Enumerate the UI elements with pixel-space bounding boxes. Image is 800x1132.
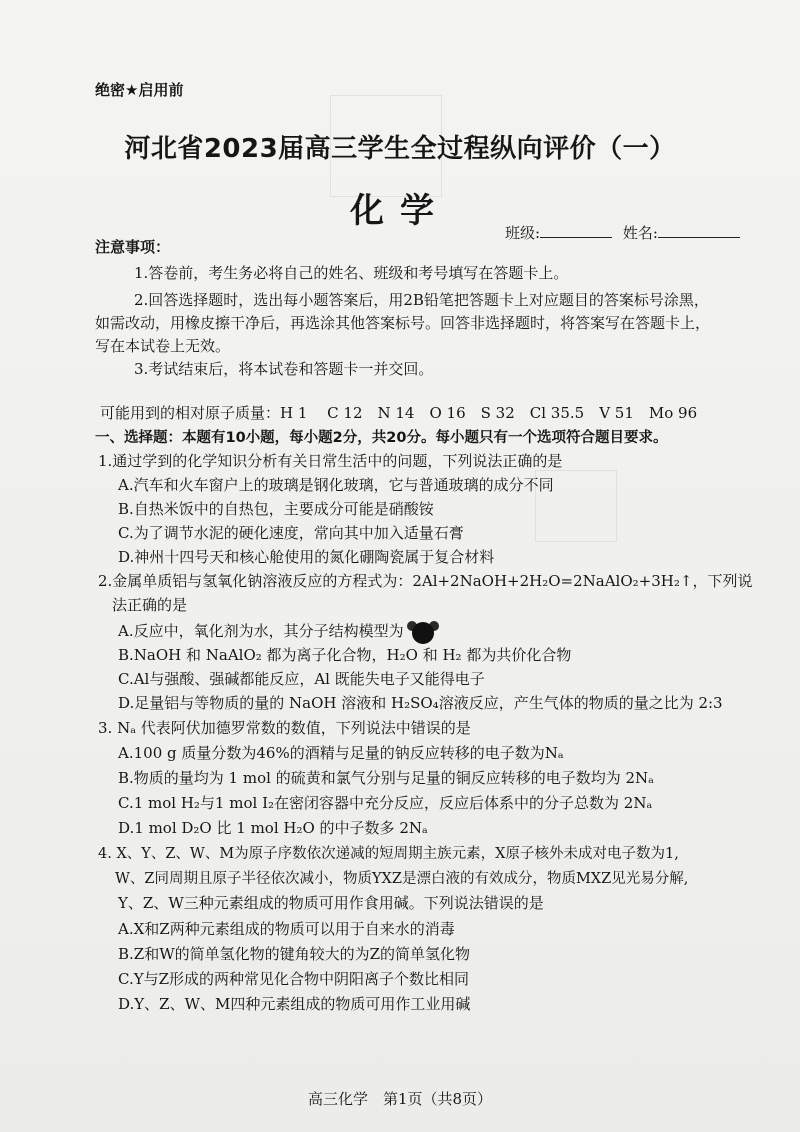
question-4-stem-cont: Y、Z、W三种元素组成的物质可用作食用碱。下列说法错误的是 (118, 894, 544, 912)
confidential-label: 绝密★启用前 (95, 81, 184, 99)
atomic-masses: 可能用到的相对原子质量：H 1 C 12 N 14 O 16 S 32 Cl 35.5 V 51 Mo 96 (100, 404, 698, 422)
class-label: 班级: (505, 224, 541, 242)
question-3-option-a: A.100 g 质量分数为46%的酒精与足量的钠反应转移的电子数为Nₐ (118, 744, 564, 762)
question-1-option-d: D.神州十四号天和核心舱使用的氮化硼陶瓷属于复合材料 (118, 548, 495, 566)
question-3-option-d: D.1 mol D₂O 比 1 mol H₂O 的中子数多 2Nₐ (118, 819, 428, 837)
exam-title: 河北省2023届高三学生全过程纵向评价（一） (124, 134, 676, 164)
question-4-option-d: D.Y、Z、W、M四种元素组成的物质可用作工业用碱 (118, 995, 471, 1013)
question-4-stem-cont: W、Z同周期且原子半径依次减小，物质YXZ是漂白液的有效成分，物质MXZ见光易分解, (115, 871, 689, 887)
water-molecule-model-icon (406, 618, 440, 646)
notice-line: 2.回答选择题时，选出每小题答案后，用2B铅笔把答题卡上对应题目的答案标号涂黑， (134, 291, 709, 309)
page-footer: 高三化学 第1页（共8页） (307, 1090, 493, 1108)
name-blank (658, 223, 740, 238)
notice-line: 写在本试卷上无效。 (95, 337, 231, 355)
question-2-option-d: D.足量铝与等物质的量的 NaOH 溶液和 H₂SO₄溶液反应，产生气体的物质的量之比为 2:3 (118, 694, 723, 712)
notice-line: 如需改动，用橡皮擦干净后，再选涂其他答案标号。回答非选择题时，将答案写在答题卡上， (95, 314, 711, 332)
question-2-option-c: C.Al与强酸、强碱都能反应，Al 既能失电子又能得电子 (118, 670, 485, 688)
notice-line: 1.答卷前，考生务必将自己的姓名、班级和考号填写在答题卡上。 (134, 264, 569, 282)
question-1-option-c: C.为了调节水泥的硬化速度，常向其中加入适量石膏 (118, 524, 464, 542)
class-blank (540, 223, 612, 238)
question-3-option-c: C.1 mol H₂与1 mol I₂在密闭容器中充分反应，反应后体系中的分子总数为 2Nₐ (118, 794, 653, 812)
section-heading: 一、选择题：本题有10小题，每小题2分，共20分。每小题只有一个选项符合题目要求。 (95, 430, 668, 446)
subject-title: 化学 (350, 191, 450, 231)
notice-line: 3.考试结束后，将本试卷和答题卡一并交回。 (134, 360, 434, 378)
question-2-stem: 2.金属单质铝与氢氧化钠溶液反应的方程式为：2Al+2NaOH+2H₂O=2NaAlO₂+3H₂↑，下列说 (98, 572, 753, 590)
question-4-option-b: B.Z和W的简单氢化物的键角较大的为Z的简单氢化物 (118, 945, 471, 963)
question-3-option-b: B.物质的量均为 1 mol 的硫黄和氯气分别与足量的铜反应转移的电子数均为 2Nₐ (118, 769, 654, 787)
notice-heading: 注意事项： (95, 238, 171, 256)
question-2-option-a (118, 618, 440, 646)
question-1-stem: 1.通过学到的化学知识分析有关日常生活中的问题，下列说法正确的是 (98, 452, 563, 470)
class-name-line (505, 222, 740, 243)
question-2-stem-cont: 法正确的是 (112, 596, 188, 614)
question-1-option-b: B.自热米饭中的自热包，主要成分可能是硝酸铵 (118, 500, 434, 518)
question-3-stem: 3. Nₐ 代表阿伏加德罗常数的数值，下列说法中错误的是 (98, 719, 471, 737)
name-label: 姓名: (622, 224, 658, 242)
question-4-option-c: C.Y与Z形成的两种常见化合物中阴阳离子个数比相同 (118, 970, 470, 988)
question-1-option-a: A.汽车和火车窗户上的玻璃是钢化玻璃，它与普通玻璃的成分不同 (118, 476, 554, 494)
question-4-option-a: A.X和Z两种元素组成的物质可以用于自来水的消毒 (118, 920, 455, 938)
question-2-option-a-text: A.反应中，氧化剂为水，其分子结构模型为 (118, 622, 404, 640)
question-4-stem: 4. X、Y、Z、W、M为原子序数依次递减的短周期主族元素，X原子核外未成对电子数为1, (98, 846, 679, 862)
question-2-option-b: B.NaOH 和 NaAlO₂ 都为离子化合物，H₂O 和 H₂ 都为共价化合物 (118, 646, 572, 664)
